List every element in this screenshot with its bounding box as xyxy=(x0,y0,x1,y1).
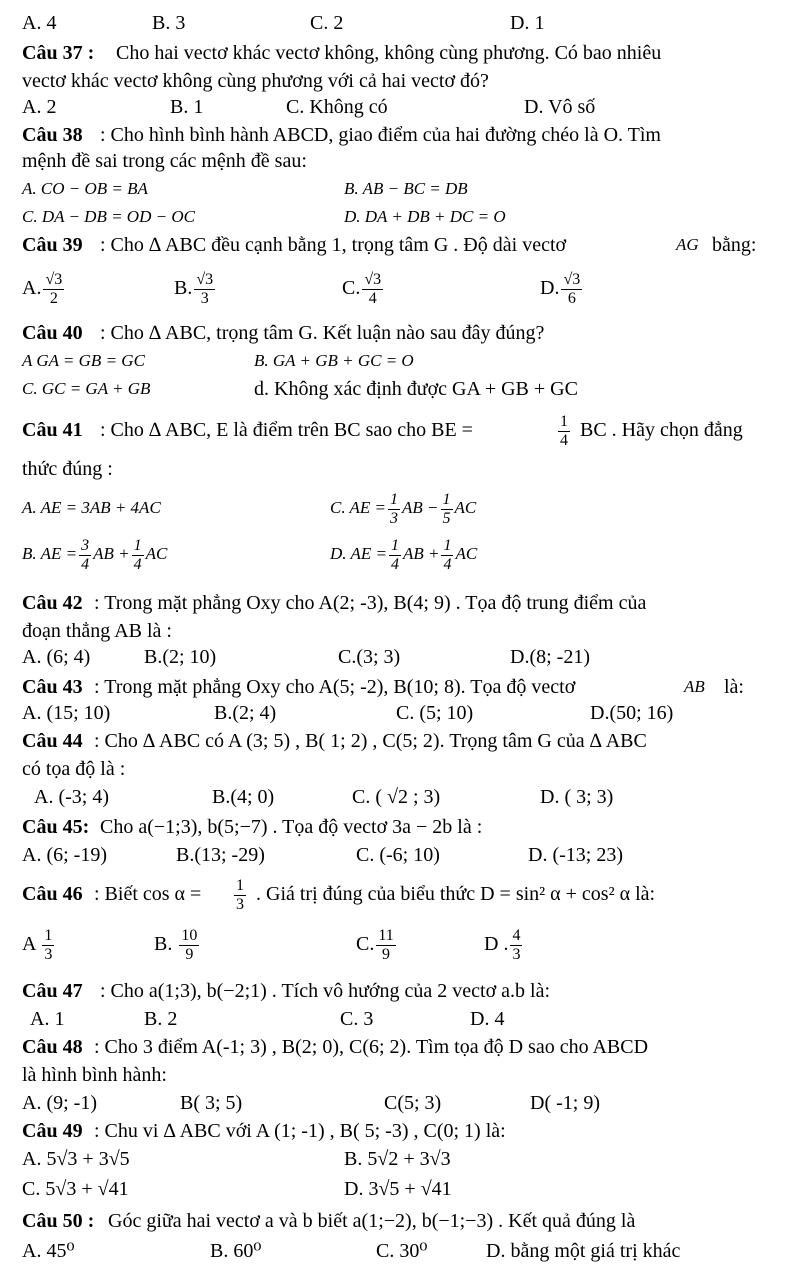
numerator: 1 xyxy=(390,536,399,554)
q40-option-b: B. GA + GB + GC = O xyxy=(254,351,414,370)
q48-option-c: C(5; 3) xyxy=(384,1092,442,1114)
numerator: √3 xyxy=(196,270,214,288)
q44-label: Câu 44 xyxy=(22,730,83,752)
q48-option-a: A. (9; -1) xyxy=(22,1092,97,1114)
q46-label: Câu 46 xyxy=(22,883,83,905)
denominator: 4 xyxy=(81,555,90,573)
denominator: 9 xyxy=(185,945,194,963)
q41-fraction xyxy=(558,413,570,450)
q41-label: Câu 41 xyxy=(22,419,83,441)
q36-option-c: C. 2 xyxy=(310,12,344,34)
q50-option-c: C. 30⁰ xyxy=(376,1240,428,1262)
q46-text1: : Biết cos α = xyxy=(94,883,202,905)
q38-text2: mệnh đề sai trong các mệnh đề sau: xyxy=(22,150,307,172)
q46-option-d-prefix: D . xyxy=(484,933,509,955)
q43-text1: : Trong mặt phẳng Oxy cho A(5; -2), B(10; 8). Tọa độ vectơ xyxy=(94,676,576,698)
q39-text2: bằng: xyxy=(712,234,757,256)
q36-option-d: D. 1 xyxy=(510,12,545,34)
q42-label: Câu 42 xyxy=(22,592,83,614)
q39-option-a-prefix: A. xyxy=(22,277,42,299)
q38-line2 xyxy=(0,146,800,176)
q43-option-b: B.(2; 4) xyxy=(214,702,277,724)
q40-options-row-2 xyxy=(0,374,800,404)
q39-options-row xyxy=(0,268,800,308)
q37-text1: Cho hai vectơ khác vectơ không, không cùng phương. Có bao nhiêu xyxy=(116,42,662,64)
q46-options-row xyxy=(0,924,800,964)
denominator: 3 xyxy=(44,945,53,963)
q50-option-a: A. 45⁰ xyxy=(22,1240,75,1262)
q41-option-b-prefix: B. AE = xyxy=(22,544,78,563)
q49-option-d: D. 3√5 + √41 xyxy=(344,1178,452,1200)
q43-option-c: C. (5; 10) xyxy=(396,702,474,724)
q41-option-d-end: AC xyxy=(455,544,478,563)
q41-line2 xyxy=(0,454,800,484)
numerator: 1 xyxy=(443,536,452,554)
q40-line1 xyxy=(0,318,800,348)
q48-line1 xyxy=(0,1032,800,1062)
q43-vector: AB xyxy=(684,677,705,696)
q46-option-c-fraction xyxy=(376,927,395,964)
q39-line1 xyxy=(0,230,800,260)
q47-option-b: B. 2 xyxy=(144,1008,178,1030)
q49-options-row-1 xyxy=(0,1144,800,1174)
q36-option-a: A. 4 xyxy=(22,12,57,34)
denominator: 6 xyxy=(567,289,576,307)
q42-text1: : Trong mặt phẳng Oxy cho A(2; -3), B(4; 9) . Tọa độ trung điểm của xyxy=(94,592,647,614)
q49-options-row-2 xyxy=(0,1174,800,1204)
q39-label: Câu 39 xyxy=(22,234,83,256)
q46-fraction-wrap xyxy=(232,874,248,914)
q37-line1 xyxy=(0,38,800,68)
numerator: 1 xyxy=(236,876,244,894)
q41-option-a: A. AE = 3AB + 4AC xyxy=(22,498,161,517)
q44-option-a: A. (-3; 4) xyxy=(34,786,109,808)
q46-option-a xyxy=(22,924,56,964)
q49-option-c: C. 5√3 + √41 xyxy=(22,1178,129,1200)
q38-options-row-2 xyxy=(0,202,800,232)
denominator: 3 xyxy=(236,895,244,913)
q50-text1: Góc giữa hai vectơ a và b biết a(1;−2), b(−1;−3) . Kết quả đúng là xyxy=(108,1210,636,1232)
q41-option-d-fraction-2 xyxy=(441,537,453,574)
q48-text2: là hình bình hành: xyxy=(22,1064,167,1086)
q40-text1: : Cho ∆ ABC, trọng tâm G. Kết luận nào sau đây đúng? xyxy=(100,322,545,344)
q37-options-row xyxy=(0,92,800,122)
q46-option-c-prefix: C. xyxy=(356,933,375,955)
q41-option-d-fraction-1 xyxy=(389,537,401,574)
q41-options-row-1 xyxy=(0,488,800,528)
denominator: 4 xyxy=(560,431,568,449)
q42-options-row xyxy=(0,642,800,672)
q50-line1 xyxy=(0,1206,800,1236)
q48-options-row xyxy=(0,1088,800,1118)
q41-option-c-end: AC xyxy=(454,498,477,517)
q45-options-row xyxy=(0,840,800,870)
q42-line1 xyxy=(0,588,800,618)
q39-option-a-fraction xyxy=(43,271,64,308)
q39-option-b-prefix: B. xyxy=(174,277,193,299)
q39-option-b-fraction xyxy=(194,271,215,308)
q45-text1: Cho a(−1;3), b(5;−7) . Tọa độ vectơ 3a − 2b là : xyxy=(100,816,483,838)
q48-option-b: B( 3; 5) xyxy=(180,1092,243,1114)
q47-option-c: C. 3 xyxy=(340,1008,374,1030)
q41-option-b-mid: AB + xyxy=(93,544,130,563)
q37-label: Câu 37 : xyxy=(22,42,95,64)
q44-option-c: C. ( √2 ; 3) xyxy=(352,786,441,808)
q45-option-a: A. (6; -19) xyxy=(22,844,107,866)
q41-option-c-fraction-2 xyxy=(441,491,453,528)
q41-fraction-wrap xyxy=(556,410,572,450)
numerator: 1 xyxy=(442,490,451,508)
q41-option-c-fraction-1 xyxy=(388,491,400,528)
q49-option-a: A. 5√3 + 3√5 xyxy=(22,1148,130,1170)
denominator: 3 xyxy=(390,509,399,527)
q41-option-b xyxy=(22,534,167,574)
q44-text1: : Cho ∆ ABC có A (3; 5) , B( 1; 2) , C(5; 2). Trọng tâm G của ∆ ABC xyxy=(94,730,647,752)
numerator: 1 xyxy=(44,926,53,944)
q38-option-a: A. CO − OB = BA xyxy=(22,179,148,198)
q45-option-d: D. (-13; 23) xyxy=(528,844,623,866)
numerator: √3 xyxy=(563,270,581,288)
q43-options-row xyxy=(0,698,800,728)
q45-line1 xyxy=(0,812,800,842)
q37-text2: vectơ khác vectơ không cùng phương với cả hai vectơ đó? xyxy=(22,70,489,92)
q41-options-row-2 xyxy=(0,534,800,574)
q46-option-a-fraction xyxy=(42,927,54,964)
q43-text2: là: xyxy=(724,676,744,698)
q39-option-c xyxy=(342,268,385,308)
q46-option-d xyxy=(484,924,524,964)
q41-option-c xyxy=(330,488,476,528)
q49-text1: : Chu vi ∆ ABC với A (1; -1) , B( 5; -3) , C(0; 1) là: xyxy=(94,1120,506,1142)
q48-label: Câu 48 xyxy=(22,1036,83,1058)
q40-option-a: A GA = GB = GC xyxy=(22,351,145,370)
q42-option-a: A. (6; 4) xyxy=(22,646,91,668)
q37-option-d: D. Vô số xyxy=(524,96,596,118)
q44-line1 xyxy=(0,726,800,756)
q42-text2: đoạn thẳng AB là : xyxy=(22,620,172,642)
q46-text2: . Giá trị đúng của biểu thức D = sin² α + cos² α là: xyxy=(256,883,656,905)
q38-option-c: C. DA − DB = OD − OC xyxy=(22,207,195,226)
q47-line1 xyxy=(0,976,800,1006)
q48-text1: : Cho 3 điểm A(-1; 3) , B(2; 0), C(6; 2). Tìm tọa độ D sao cho ABCD xyxy=(94,1036,649,1058)
q43-option-d: D.(50; 16) xyxy=(590,702,674,724)
q42-option-d: D.(8; -21) xyxy=(510,646,590,668)
q50-option-b: B. 60⁰ xyxy=(210,1240,262,1262)
numerator: 11 xyxy=(378,926,394,944)
q39-option-c-prefix: C. xyxy=(342,277,361,299)
q46-line1 xyxy=(0,874,800,914)
q39-vector: AG xyxy=(676,235,699,254)
q39-text1: : Cho ∆ ABC đều cạnh bằng 1, trọng tâm G . Độ dài vectơ xyxy=(100,234,567,256)
q39-option-d xyxy=(540,268,584,308)
q47-option-d: D. 4 xyxy=(470,1008,505,1030)
q45-option-b: B.(13; -29) xyxy=(176,844,265,866)
denominator: 4 xyxy=(368,289,377,307)
q39-option-a xyxy=(22,268,66,308)
denominator: 3 xyxy=(200,289,209,307)
q42-option-c: C.(3; 3) xyxy=(338,646,401,668)
q46-option-c xyxy=(356,924,398,964)
q38-option-b: B. AB − BC = DB xyxy=(344,179,468,198)
denominator: 4 xyxy=(443,555,452,573)
numerator: 3 xyxy=(81,536,90,554)
q41-option-d-mid: AB + xyxy=(402,544,440,563)
q39-option-d-fraction xyxy=(561,271,582,308)
q47-option-a: A. 1 xyxy=(30,1008,65,1030)
q47-label: Câu 47 xyxy=(22,980,83,1002)
denominator: 2 xyxy=(49,289,58,307)
q46-fraction xyxy=(234,877,246,914)
q41-option-d xyxy=(330,534,477,574)
denominator: 3 xyxy=(512,945,521,963)
q39-option-c-fraction xyxy=(362,271,383,308)
q46-option-b xyxy=(154,924,201,964)
q42-option-b: B.(2; 10) xyxy=(144,646,217,668)
q46-option-b-prefix: B. xyxy=(154,933,173,955)
numerator: 1 xyxy=(133,536,142,554)
q47-options-row xyxy=(0,1004,800,1034)
q40-option-c: C. GC = GA + GB xyxy=(22,379,151,398)
q44-option-b: B.(4; 0) xyxy=(212,786,275,808)
numerator: 1 xyxy=(560,412,568,430)
q47-text1: : Cho a(1;3), b(−2;1) . Tích vô hướng của 2 vectơ a.b là: xyxy=(100,980,551,1002)
q41-option-b-end: AC xyxy=(145,544,168,563)
q37-option-c: C. Không có xyxy=(286,96,388,118)
denominator: 9 xyxy=(382,945,391,963)
numerator: 10 xyxy=(181,926,198,944)
q50-options-row xyxy=(0,1236,800,1266)
denominator: 4 xyxy=(133,555,142,573)
q41-option-b-fraction-2 xyxy=(132,537,144,574)
q41-text1: : Cho ∆ ABC, E là điểm trên BC sao cho BE = xyxy=(100,419,473,441)
q41-text2: BC . Hãy chọn đẳng xyxy=(580,419,743,441)
q48-option-d: D( -1; 9) xyxy=(530,1092,600,1114)
q36-option-b: B. 3 xyxy=(152,12,186,34)
q43-option-a: A. (15; 10) xyxy=(22,702,111,724)
q40-option-d: d. Không xác định được GA + GB + GC xyxy=(254,378,578,400)
q36-options-row xyxy=(0,8,800,38)
q48-line2 xyxy=(0,1060,800,1090)
q41-text3: thức đúng : xyxy=(22,458,113,480)
q39-option-b xyxy=(174,268,217,308)
q39-option-d-prefix: D. xyxy=(540,277,560,299)
q44-option-d: D. ( 3; 3) xyxy=(540,786,614,808)
q46-option-a-prefix: A xyxy=(22,933,36,955)
numerator: √3 xyxy=(364,270,382,288)
q46-option-b-fraction xyxy=(179,927,199,964)
q37-option-b: B. 1 xyxy=(170,96,204,118)
q50-option-d: D. bằng một giá trị khác xyxy=(486,1240,681,1262)
q41-line1 xyxy=(0,410,800,450)
q40-options-row-1 xyxy=(0,346,800,376)
q49-option-b: B. 5√2 + 3√3 xyxy=(344,1148,451,1170)
numerator: √3 xyxy=(45,270,63,288)
q41-option-c-mid: AB − xyxy=(402,498,439,517)
q46-option-d-fraction xyxy=(510,927,522,964)
q38-options-row-1 xyxy=(0,174,800,204)
q38-label: Câu 38 xyxy=(22,124,83,146)
denominator: 5 xyxy=(442,509,451,527)
q40-label: Câu 40 xyxy=(22,322,83,344)
q44-line2 xyxy=(0,754,800,784)
q38-text1: : Cho hình bình hành ABCD, giao điểm của hai đường chéo là O. Tìm xyxy=(100,124,661,146)
q44-options-row xyxy=(0,782,800,812)
q50-label: Câu 50 : xyxy=(22,1210,95,1232)
q49-label: Câu 49 xyxy=(22,1120,83,1142)
q49-line1 xyxy=(0,1116,800,1146)
q41-option-c-prefix: C. AE = xyxy=(330,498,387,517)
numerator: 4 xyxy=(512,926,521,944)
q44-text2: có tọa độ là : xyxy=(22,758,126,780)
q41-option-b-fraction-1 xyxy=(79,537,91,574)
q38-option-d: D. DA + DB + DC = O xyxy=(344,207,506,226)
q37-option-a: A. 2 xyxy=(22,96,57,118)
q43-label: Câu 43 xyxy=(22,676,83,698)
q41-option-d-prefix: D. AE = xyxy=(330,544,387,563)
denominator: 4 xyxy=(390,555,399,573)
q45-option-c: C. (-6; 10) xyxy=(356,844,440,866)
q45-label: Câu 45: xyxy=(22,816,90,838)
numerator: 1 xyxy=(390,490,399,508)
